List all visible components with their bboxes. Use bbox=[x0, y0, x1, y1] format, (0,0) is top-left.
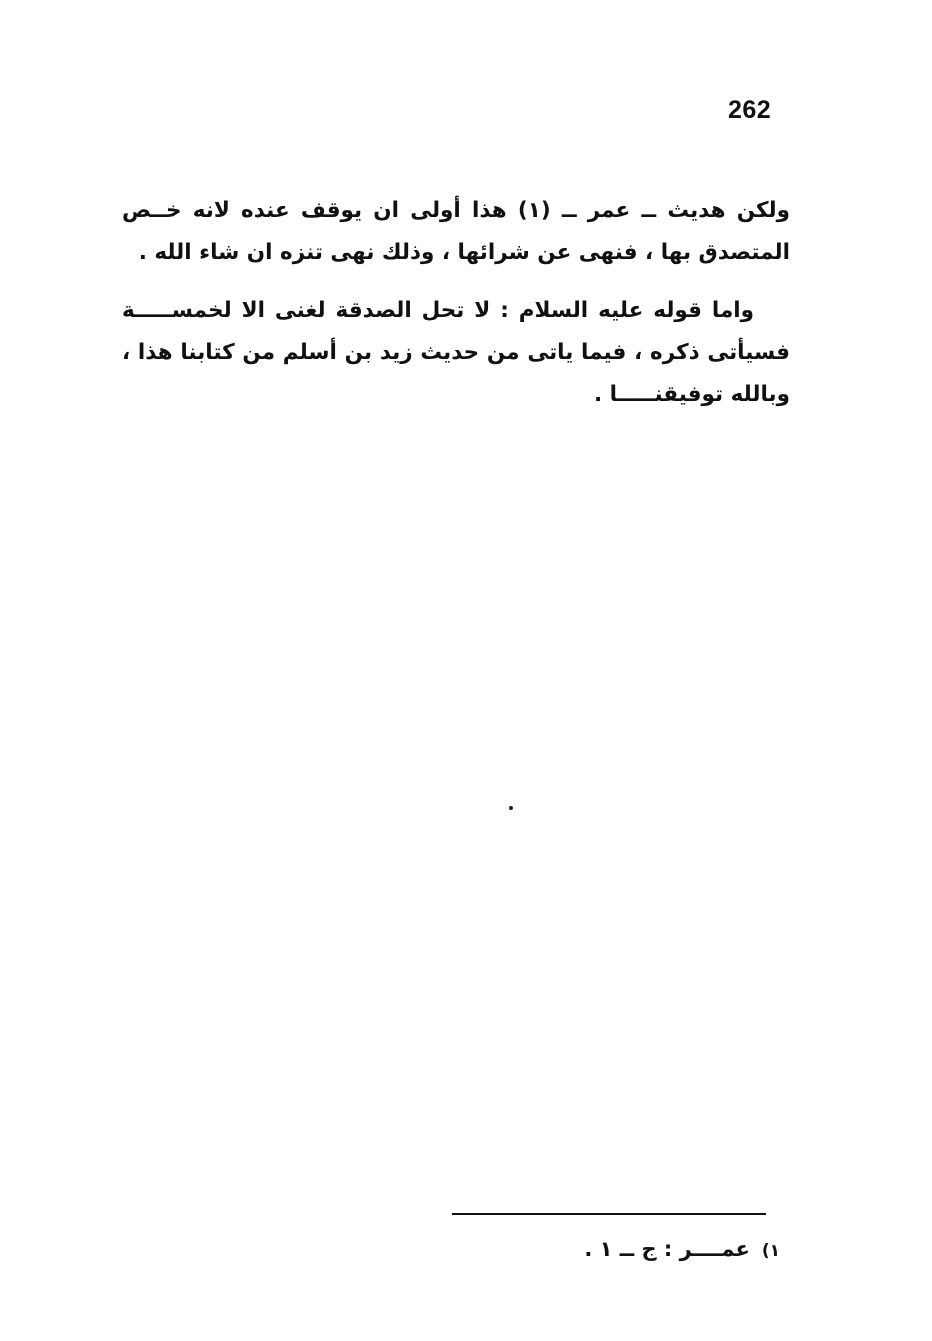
stray-dot bbox=[509, 806, 513, 810]
footnote-divider bbox=[452, 1213, 766, 1215]
paragraph-2-line-3: وبالله توفيقنـــــا . bbox=[593, 382, 790, 407]
paragraph-2-line-1: واما قوله عليه السلام : لا تحل الصدقة لغنى الا لخمســـــة bbox=[122, 298, 754, 323]
paragraph-1 bbox=[122, 190, 790, 274]
footnote-marker: ١) bbox=[761, 1241, 780, 1261]
footnote bbox=[540, 1232, 780, 1268]
paragraph-2-line-2: فسيأتى ذكره ، فيما ياتى من حديث زيد بن أسلم من كتابنا هذا ، bbox=[122, 340, 790, 365]
page-number: 262 bbox=[728, 96, 772, 124]
paragraph-1-line-1: ولكن هديث ــ عمر ــ (١) هذا أولى ان يوقف عنده لانه خــص bbox=[122, 198, 790, 223]
footnote-text: عمــــر : ج ــ ١ . bbox=[584, 1237, 750, 1261]
paragraph-1-line-2: المتصدق بها ، فنهى عن شرائها ، وذلك نهى تنزه ان شاء الله . bbox=[138, 240, 790, 265]
paragraph-2 bbox=[122, 290, 790, 416]
